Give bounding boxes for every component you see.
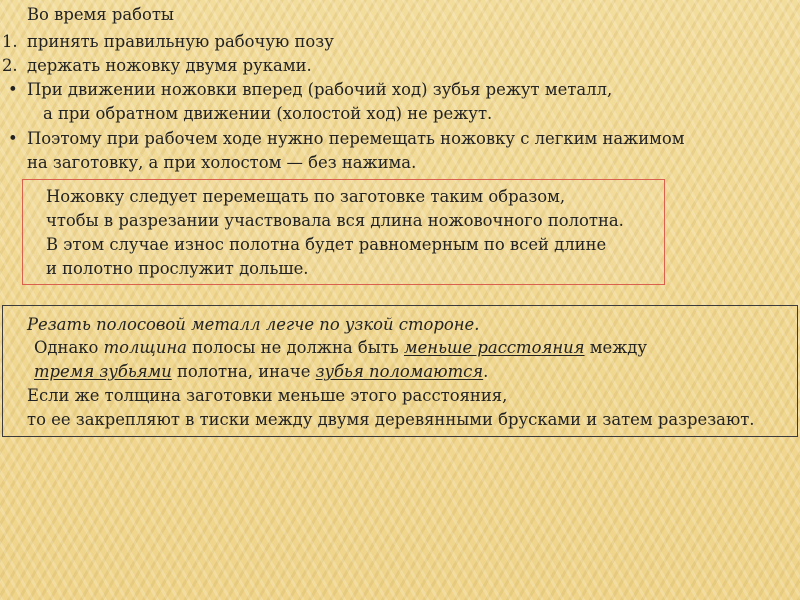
bullet-icon: • [8, 129, 18, 148]
note-line-5: то ее закрепляют в тиски между двумя деревянными брусками и затем разрезают. [27, 410, 755, 429]
tip-line-1: Ножовку следует перемещать по заготовке таким образом, [46, 187, 566, 206]
tip-line-3: В этом случае износ полотна будет равномерным по всей длине [46, 235, 607, 254]
note-line-4: Если же толщина заготовки меньше этого расстояния, [27, 386, 508, 405]
note-text: полосы не должна быть [186, 338, 404, 357]
bullet-1-line-1: При движении ножовки вперед (рабочий ход) зубья режут металл, [27, 80, 613, 99]
step-text-1: принять правильную рабочую позу [27, 32, 334, 51]
tip-line-2: чтобы в разрезании участвовала вся длина ножовочного полотна. [46, 211, 624, 230]
note-emphasis-break: зубья поломаются [315, 362, 484, 381]
note-line-1 [27, 314, 479, 336]
note-emphasis-teeth: тремя зубьями [34, 362, 172, 381]
note-emphasis: Резать полосовой металл легче по узкой стороне. [27, 315, 480, 334]
bullet-icon: • [8, 80, 18, 99]
note-text: между [584, 338, 648, 357]
step-number-1: 1. [2, 32, 18, 51]
note-line-3 [34, 361, 488, 383]
bullet-2-line-1: Поэтому при рабочем ходе нужно перемещать ножовку с легким нажимом [27, 129, 685, 148]
tip-line-4: и полотно прослужит дольше. [46, 259, 309, 278]
note-line-2 [34, 337, 647, 359]
step-number-2: 2. [2, 56, 18, 75]
note-text: полотна, иначе [171, 362, 316, 381]
section-heading: Во время работы [27, 5, 174, 24]
note-text: . [483, 362, 489, 381]
note-text: Однако [34, 338, 104, 357]
step-text-2: держать ножовку двумя руками. [27, 56, 312, 75]
note-emphasis-distance: меньше расстояния [403, 338, 585, 357]
note-emphasis-thickness: толщина [103, 338, 187, 357]
bullet-2-line-2: на заготовку, а при холостом — без нажима. [27, 153, 417, 172]
bullet-1-line-2: а при обратном движении (холостой ход) не режут. [43, 104, 493, 123]
